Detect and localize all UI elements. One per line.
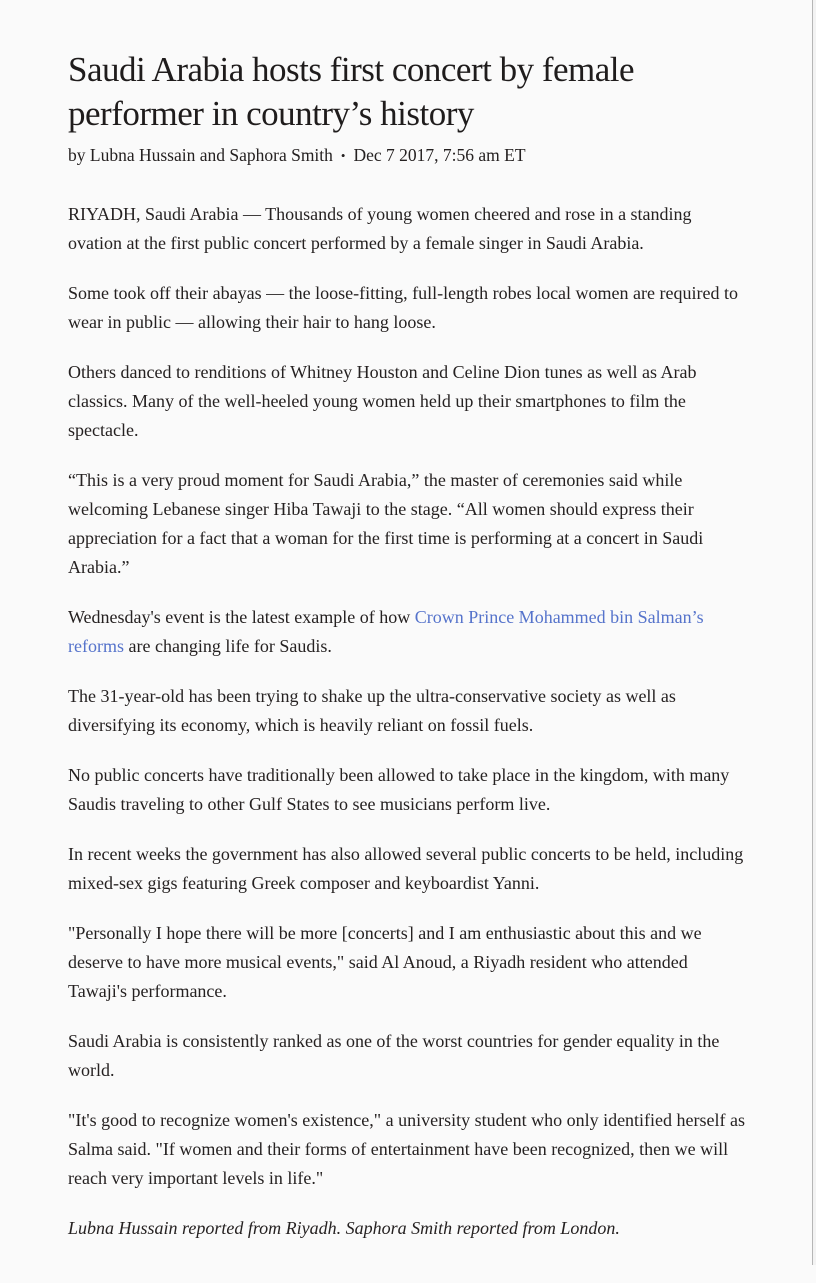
article-paragraph [68,682,750,740]
article-paragraph [68,1027,750,1085]
paragraph-text: In recent weeks the government has also allowed several public concerts to be held, including mixed-sex gigs featuring Greek composer and keyboardist Yanni. [68,844,744,893]
byline-separator-dot: • [340,148,346,163]
article-paragraph [68,919,750,1006]
byline-authors: by Lubna Hussain and Saphora Smith [68,145,333,165]
article-byline [68,143,750,168]
reporting-credit-note: Lubna Hussain reported from Riyadh. Saphora Smith reported from London. [68,1218,620,1238]
paragraph-text: are changing life for Saudis. [123,636,332,656]
paragraph-text: Others danced to renditions of Whitney Houston and Celine Dion tunes as well as Arab classics. Many of the well-heeled young women held up their smartphones to film the spectacle. [68,362,697,440]
article-paragraph [68,358,750,445]
paragraph-text: The 31-year-old has been trying to shake up the ultra-conservative society as well as diversifying its economy, which is heavily reliant on fossil fuels. [68,686,676,735]
inline-link[interactable]: Crown Prince Mohammed bin Salman’s reforms [68,607,704,656]
article-paragraph [68,200,750,258]
paragraph-text: "It's good to recognize women's existence," a university student who only identified herself as Salma said. "If women and their forms of entertainment have been recognized, then we will reach very important levels in life." [68,1110,746,1188]
paragraph-text: Wednesday's event is the latest example of how [68,607,415,627]
article-paragraph [68,1106,750,1193]
byline-timestamp: Dec 7 2017, 7:56 am ET [353,145,526,165]
paragraph-text: No public concerts have traditionally been allowed to take place in the kingdom, with many Saudis traveling to other Gulf States to see musicians perform live. [68,765,730,814]
article-paragraph [68,466,750,582]
paragraph-text: “This is a very proud moment for Saudi Arabia,” the master of ceremonies said while welcoming Lebanese singer Hiba Tawaji to the stage. “All women should express their appreciation for a fact that a woman for the first time is performing at a concert in Saudi Arabia.” [68,470,704,577]
paragraph-text: Saudi Arabia is consistently ranked as one of the worst countries for gender equality in the world. [68,1031,720,1080]
article-headline: Saudi Arabia hosts first concert by female performer in country’s history [68,50,635,133]
paragraph-text: Some took off their abayas — the loose-fitting, full-length robes local women are required to wear in public — allowing their hair to hang loose. [68,283,738,332]
article-body [68,200,750,1193]
paragraph-text: RIYADH, Saudi Arabia — Thousands of young women cheered and rose in a standing ovation at the first public concert performed by a female singer in Saudi Arabia. [68,204,692,253]
article-paragraph [68,603,750,661]
paragraph-text: "Personally I hope there will be more [concerts] and I am enthusiastic about this and we deserve to have more musical events," said Al Anoud, a Riyadh resident who attended Tawaji's performance. [68,923,702,1001]
article-paragraph [68,761,750,819]
article-paragraph [68,840,750,898]
article-paragraph [68,279,750,337]
